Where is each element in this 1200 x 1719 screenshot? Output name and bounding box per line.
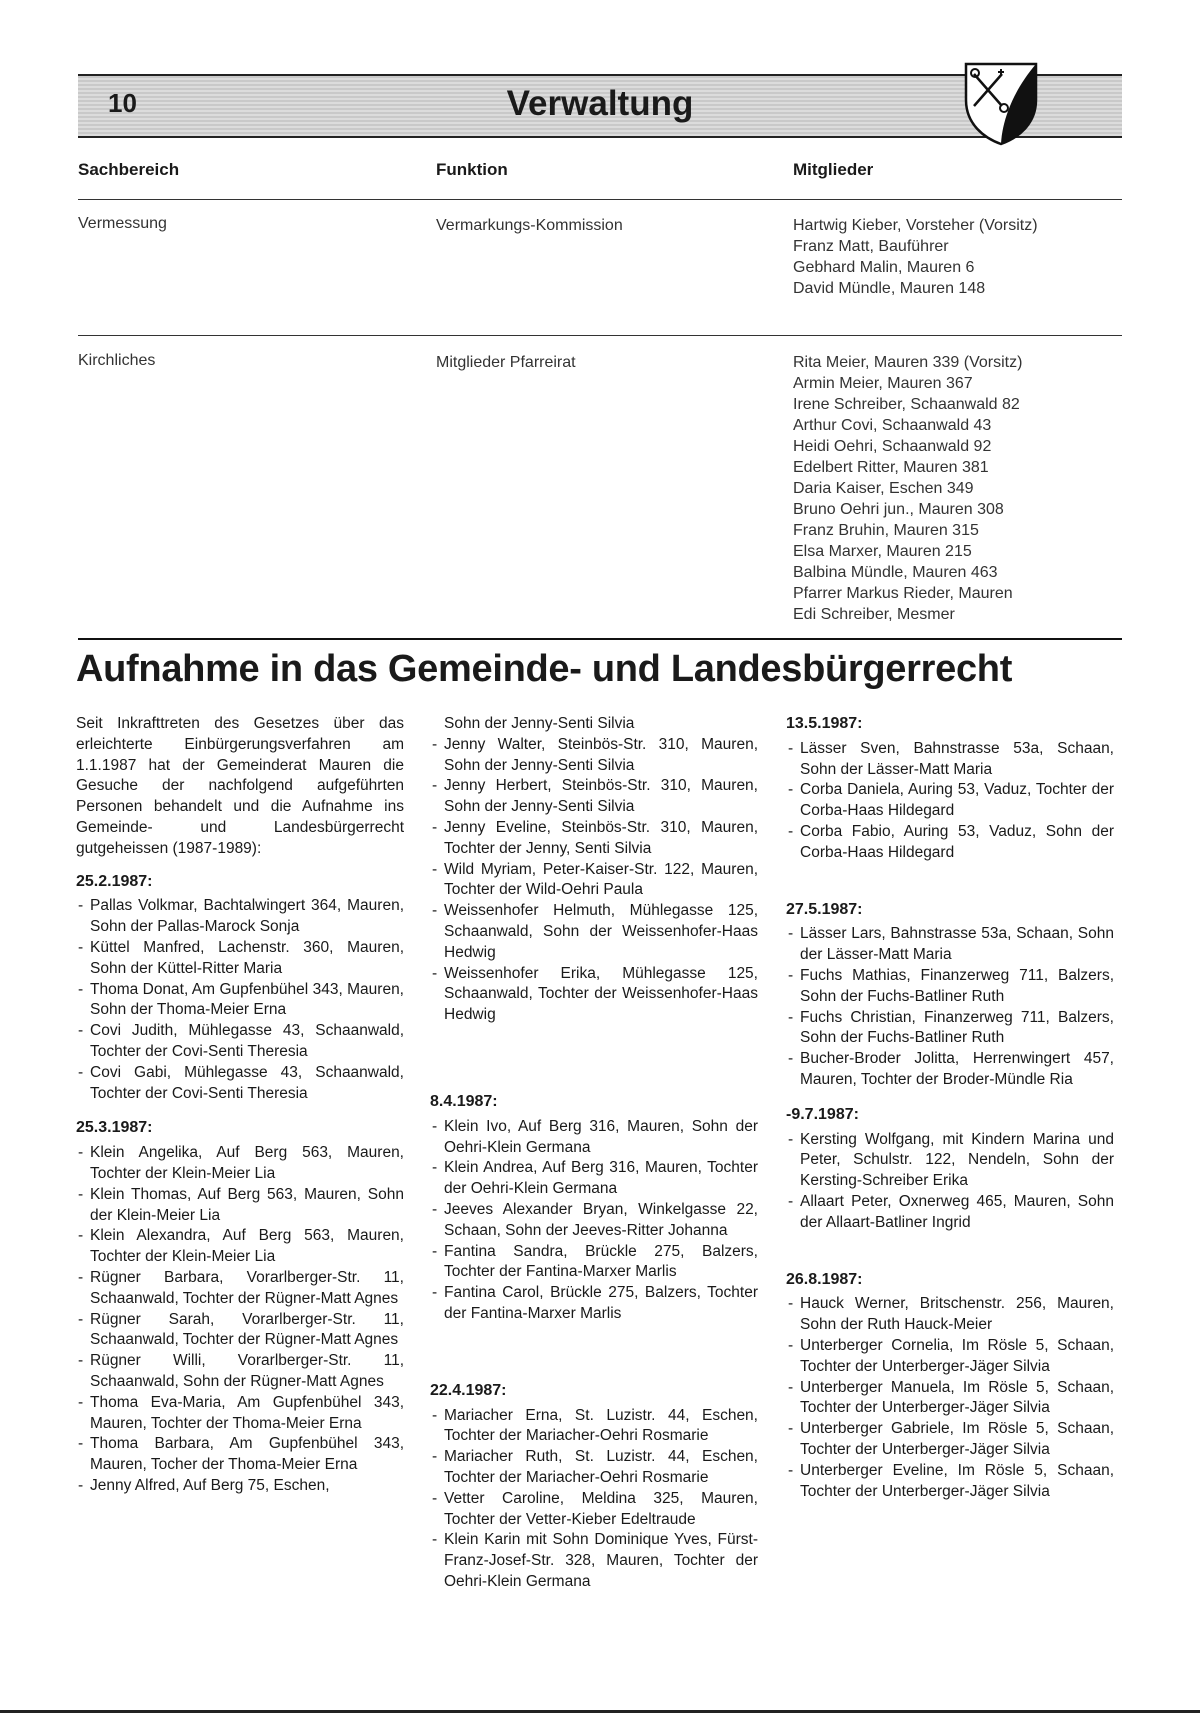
member-item: Hartwig Kieber, Vorsteher (Vorsitz) xyxy=(793,217,1038,234)
member-item: Pfarrer Markus Rieder, Mauren xyxy=(793,585,1013,602)
member-list xyxy=(793,352,1022,625)
list-item: - Klein Andrea, Auf Berg 316, Mauren, Tochter der Oehri-Klein Germana xyxy=(430,1158,758,1200)
list-item: - Jenny Herbert, Steinbös-Str. 310, Mauren, Sohn der Jenny-Senti Silvia xyxy=(430,776,758,818)
member-item: Armin Meier, Mauren 367 xyxy=(793,375,973,392)
list-item: - Kersting Wolfgang, mit Kindern Marina und Peter, Schulstr. 122, Nendeln, Sohn der Kersting-Schreiber Erika xyxy=(786,1130,1114,1192)
list-item: - Unterberger Manuela, Im Rösle 5, Schaan, Tochter der Unterberger-Jäger Silvia xyxy=(786,1378,1114,1420)
list-item: - Jenny Eveline, Steinbös-Str. 310, Mauren, Tochter der Jenny, Senti Silvia xyxy=(430,818,758,860)
list-item: - Fantina Carol, Brückle 275, Balzers, Tochter der Fantina-Marxer Marlis xyxy=(430,1283,758,1325)
intro-paragraph: Seit Inkrafttreten des Gesetzes über das erleichterte Einbürgerungsverfahren am 1.1.1987 hat der Gemeinderat Mauren die Gesuche der nachfolgend aufgeführten Personen behandelt und die Aufnahme ins Gemeinde- und Landesbürgerrecht gutgeheissen (1987-1989): xyxy=(76,715,404,857)
article-title: Aufnahme in das Gemeinde- und Landesbürgerrecht xyxy=(76,648,1013,690)
coat-of-arms-icon xyxy=(962,62,1040,146)
member-item: Franz Bruhin, Mauren 315 xyxy=(793,522,979,539)
member-item: Irene Schreiber, Schaanwald 82 xyxy=(793,396,1020,413)
article-column-3 xyxy=(786,714,1114,1502)
table-row-rule xyxy=(78,335,1122,336)
list-item: - Unterberger Cornelia, Im Rösle 5, Schaan, Tochter der Unterberger-Jäger Silvia xyxy=(786,1336,1114,1378)
list-item: - Mariacher Ruth, St. Luzistr. 44, Eschen, Tochter der Mariacher-Oehri Rosmarie xyxy=(430,1447,758,1489)
row-area: Kirchliches xyxy=(78,352,156,369)
list-item: - Klein Karin mit Sohn Dominique Yves, Fürst-Franz-Josef-Str. 328, Mauren, Tochter der Oehri-Klein Germana xyxy=(430,1530,758,1592)
list-item-continuation: Sohn der Jenny-Senti Silvia xyxy=(444,715,635,732)
member-item: Gebhard Malin, Mauren 6 xyxy=(793,259,975,276)
list-item: - Corba Daniela, Auring 53, Vaduz, Tochter der Corba-Haas Hildegard xyxy=(786,780,1114,822)
list-item: - Weissenhofer Erika, Mühlegasse 125, Schaanwald, Tochter der Weissenhofer-Haas Hedwig xyxy=(430,964,758,1026)
list-item: - Covi Gabi, Mühlegasse 43, Schaanwald, Tochter der Covi-Senti Theresia xyxy=(76,1063,404,1105)
article-top-rule xyxy=(78,638,1122,640)
list-item: - Unterberger Gabriele, Im Rösle 5, Schaan, Tochter der Unterberger-Jäger Silvia xyxy=(786,1419,1114,1461)
list-item: - Klein Thomas, Auf Berg 563, Mauren, Sohn der Klein-Meier Lia xyxy=(76,1185,404,1227)
list-item: - Thoma Barbara, Am Gupfenbühel 343, Mauren, Tocher der Thoma-Meier Erna xyxy=(76,1434,404,1476)
page-bottom-rule xyxy=(0,1710,1200,1713)
member-item: Edelbert Ritter, Mauren 381 xyxy=(793,459,989,476)
entry-list xyxy=(76,896,404,1104)
list-item: - Rügner Willi, Vorarlberger-Str. 11, Schaanwald, Sohn der Rügner-Matt Agnes xyxy=(76,1351,404,1393)
date-heading: 26.8.1987: xyxy=(786,1270,863,1288)
list-item: - Weissenhofer Helmuth, Mühlegasse 125, Schaanwald, Sohn der Weissenhofer-Haas Hedwig xyxy=(430,901,758,963)
list-item: - Jenny Walter, Steinbös-Str. 310, Mauren, Sohn der Jenny-Senti Silvia xyxy=(430,735,758,777)
member-item: Heidi Oehri, Schaanwald 92 xyxy=(793,438,992,455)
list-item: - Fuchs Christian, Finanzerweg 711, Balzers, Sohn der Fuchs-Batliner Ruth xyxy=(786,1008,1114,1050)
member-item: Edi Schreiber, Mesmer xyxy=(793,606,955,623)
list-item: - Pallas Volkmar, Bachtalwingert 364, Mauren, Sohn der Pallas-Marock Sonja xyxy=(76,896,404,938)
entry-list xyxy=(430,1406,758,1593)
list-item: - Hauck Werner, Britschenstr. 256, Mauren, Sohn der Ruth Hauck-Meier xyxy=(786,1294,1114,1336)
row-function: Mitglieder Pfarreirat xyxy=(436,354,576,371)
list-item: - Allaart Peter, Oxnerweg 465, Mauren, Sohn der Allaart-Batliner Ingrid xyxy=(786,1192,1114,1234)
list-item: - Jenny Alfred, Auf Berg 75, Eschen, xyxy=(76,1476,404,1497)
list-item: - Rügner Barbara, Vorarlberger-Str. 11, Schaanwald, Tochter der Rügner-Matt Agnes xyxy=(76,1268,404,1310)
member-list xyxy=(793,215,1038,299)
date-heading: 13.5.1987: xyxy=(786,715,863,732)
member-item: Rita Meier, Mauren 339 (Vorsitz) xyxy=(793,354,1023,371)
entry-list xyxy=(786,1294,1114,1502)
list-item: - Thoma Donat, Am Gupfenbühel 343, Mauren, Sohn der Thoma-Meier Erna xyxy=(76,980,404,1022)
article-column-2 xyxy=(430,714,758,1593)
entry-list xyxy=(430,1117,758,1325)
list-item: - Wild Myriam, Peter-Kaiser-Str. 122, Mauren, Tochter der Wild-Oehri Paula xyxy=(430,860,758,902)
list-item: - Klein Ivo, Auf Berg 316, Mauren, Sohn der Oehri-Klein Germana xyxy=(430,1117,758,1159)
article-column-1 xyxy=(76,714,404,1497)
list-item: - Thoma Eva-Maria, Am Gupfenbühel 343, Mauren, Tochter der Thoma-Meier Erna xyxy=(76,1393,404,1435)
list-item: - Covi Judith, Mühlegasse 43, Schaanwald, Tochter der Covi-Senti Theresia xyxy=(76,1021,404,1063)
member-item: Bruno Oehri jun., Mauren 308 xyxy=(793,501,1004,518)
col-head-function: Funktion xyxy=(436,160,508,179)
entry-list xyxy=(430,714,758,1026)
date-heading: -9.7.1987: xyxy=(786,1105,859,1123)
list-item: - Unterberger Eveline, Im Rösle 5, Schaan, Tochter der Unterberger-Jäger Silvia xyxy=(786,1461,1114,1503)
member-item: Balbina Mündle, Mauren 463 xyxy=(793,564,998,581)
date-heading: 25.2.1987: xyxy=(76,872,153,890)
section-title: Verwaltung xyxy=(506,84,694,123)
list-item: - Lässer Sven, Bahnstrasse 53a, Schaan, Sohn der Lässer-Matt Maria xyxy=(786,739,1114,781)
list-item: - Vetter Caroline, Meldina 325, Mauren, Tochter der Vetter-Kieber Edeltraude xyxy=(430,1489,758,1531)
date-heading: 8.4.1987: xyxy=(430,1092,498,1110)
member-item: Elsa Marxer, Mauren 215 xyxy=(793,543,972,560)
date-heading: 25.3.1987: xyxy=(76,1119,153,1137)
list-item: - Küttel Manfred, Lachenstr. 360, Mauren, Sohn der Küttel-Ritter Maria xyxy=(76,938,404,980)
list-item: - Fuchs Mathias, Finanzerweg 711, Balzers, Sohn der Fuchs-Batliner Ruth xyxy=(786,966,1114,1008)
list-item: - Mariacher Erna, St. Luzistr. 44, Eschen, Tochter der Mariacher-Oehri Rosmarie xyxy=(430,1406,758,1448)
list-item: - Lässer Lars, Bahnstrasse 53a, Schaan, Sohn der Lässer-Matt Maria xyxy=(786,924,1114,966)
member-item: Arthur Covi, Schaanwald 43 xyxy=(793,417,992,434)
list-item: - Corba Fabio, Auring 53, Vaduz, Sohn der Corba-Haas Hildegard xyxy=(786,822,1114,864)
member-item: Franz Matt, Bauführer xyxy=(793,238,949,255)
col-head-members: Mitglieder xyxy=(793,160,874,179)
col-head-area: Sachbereich xyxy=(78,160,180,179)
date-heading: 27.5.1987: xyxy=(786,900,863,918)
list-item: - Rügner Sarah, Vorarlberger-Str. 11, Schaanwald, Tochter der Rügner-Matt Agnes xyxy=(76,1310,404,1352)
member-item: Daria Kaiser, Eschen 349 xyxy=(793,480,974,497)
entry-list xyxy=(786,924,1114,1090)
entry-list xyxy=(786,1130,1114,1234)
list-item: - Bucher-Broder Jolitta, Herrenwingert 457, Mauren, Tochter der Broder-Mündle Ria xyxy=(786,1049,1114,1091)
list-item: - Fantina Sandra, Brückle 275, Balzers, Tochter der Fantina-Marxer Marlis xyxy=(430,1242,758,1284)
entry-list xyxy=(786,739,1114,864)
date-heading: 22.4.1987: xyxy=(430,1381,507,1399)
member-item: David Mündle, Mauren 148 xyxy=(793,280,986,297)
row-area: Vermessung xyxy=(78,215,167,232)
list-item: - Klein Alexandra, Auf Berg 563, Mauren, Tochter der Klein-Meier Lia xyxy=(76,1226,404,1268)
list-item: - Jeeves Alexander Bryan, Winkelgasse 22, Schaan, Sohn der Jeeves-Ritter Johanna xyxy=(430,1200,758,1242)
table-header-rule xyxy=(78,199,1122,200)
list-item: - Klein Angelika, Auf Berg 563, Mauren, Tochter der Klein-Meier Lia xyxy=(76,1143,404,1185)
row-function: Vermarkungs-Kommission xyxy=(436,217,623,234)
entry-list xyxy=(76,1143,404,1497)
page-number: 10 xyxy=(108,88,137,118)
